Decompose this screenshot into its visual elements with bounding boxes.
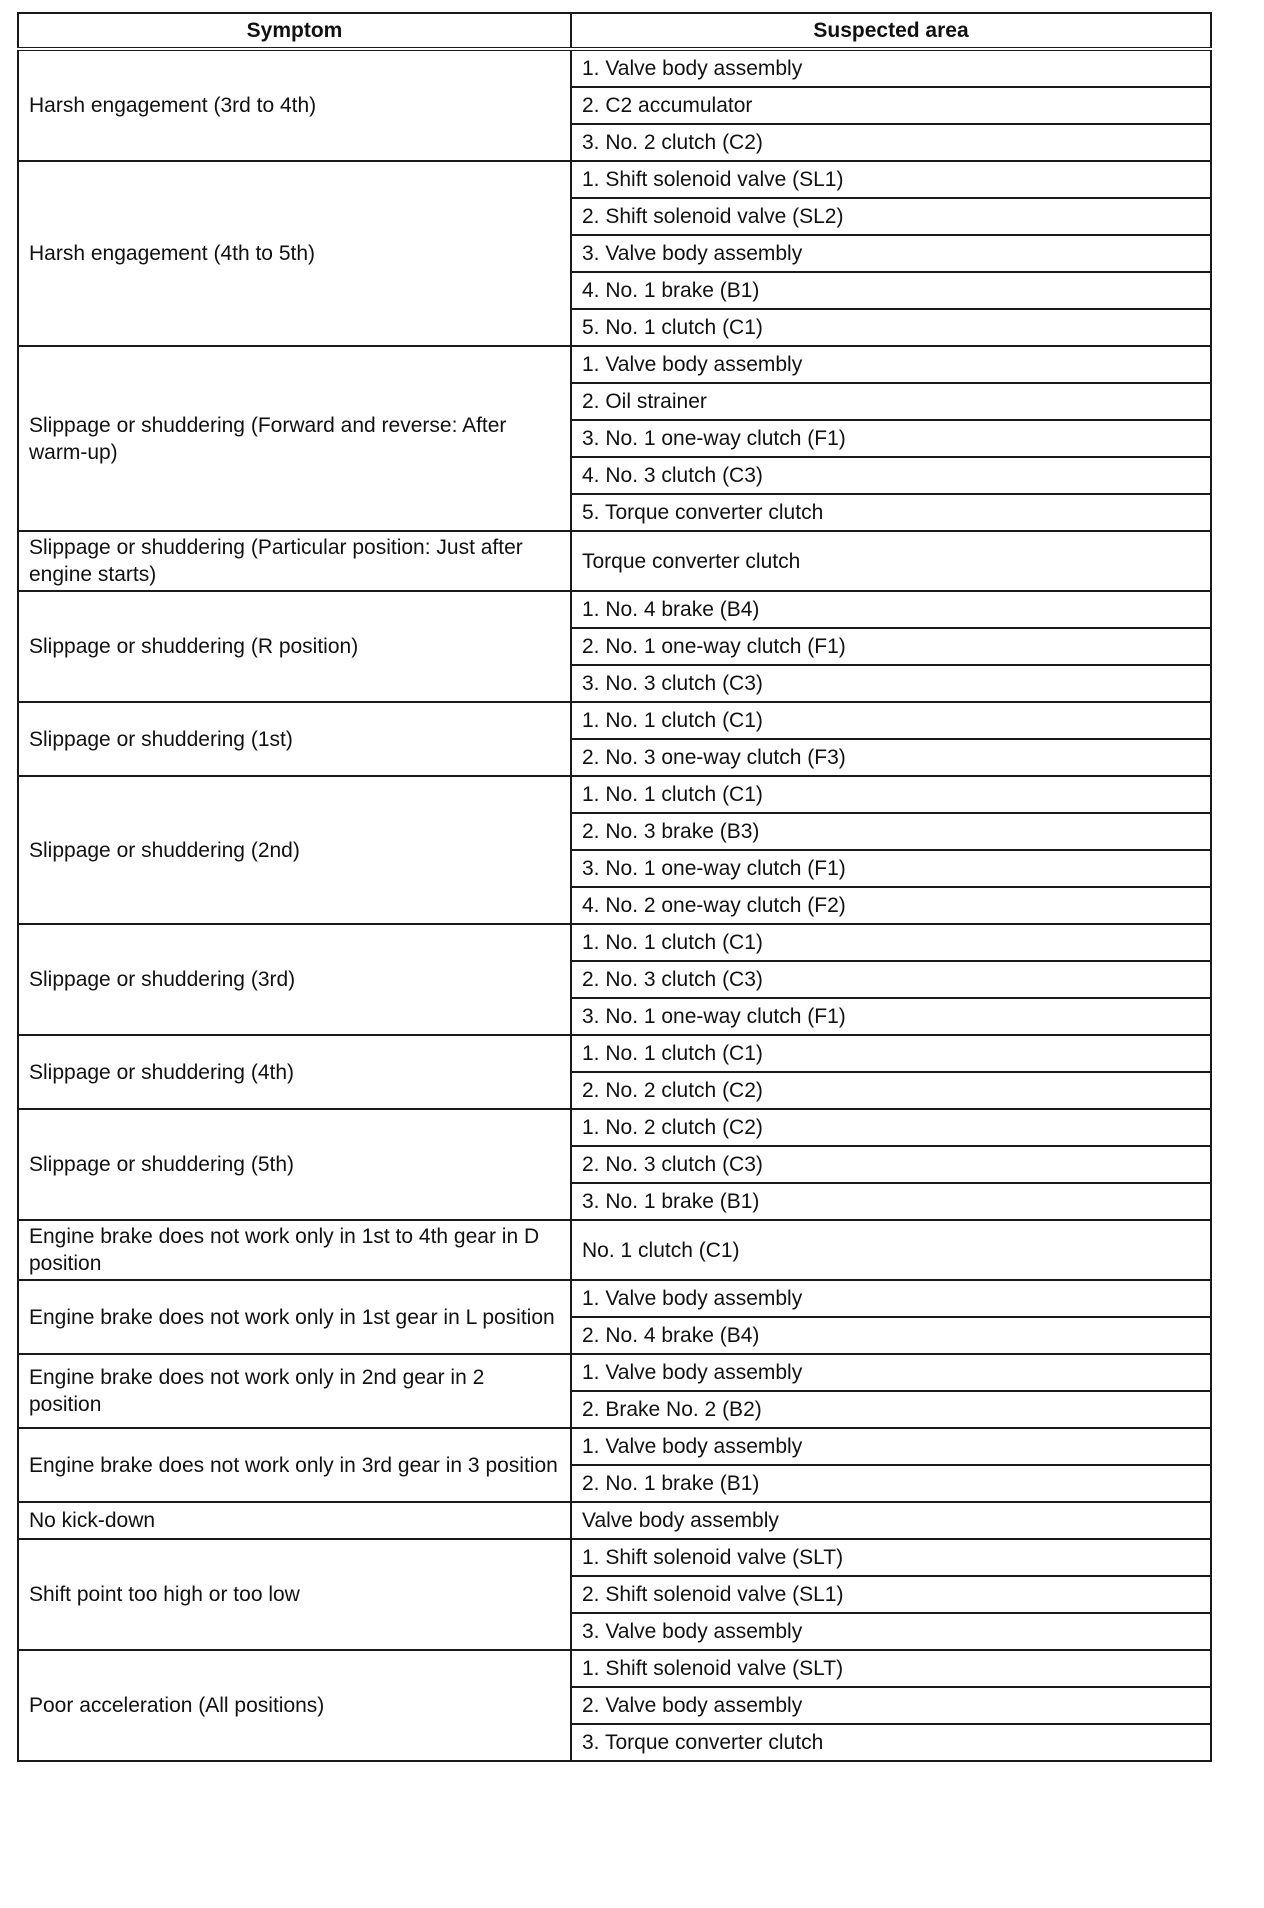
suspected-area-cell: 1. No. 1 clutch (C1) (571, 1035, 1211, 1072)
symptom-cell: Slippage or shuddering (R position) (18, 591, 571, 702)
suspected-area-cell: 1. Valve body assembly (571, 49, 1211, 87)
table-row (18, 1280, 1211, 1317)
suspected-area-cell: 3. No. 1 one-way clutch (F1) (571, 850, 1211, 887)
table-row (18, 776, 1211, 813)
table-row (18, 591, 1211, 628)
suspected-area-cell: 1. No. 1 clutch (C1) (571, 702, 1211, 739)
suspected-area-cell: 2. No. 3 clutch (C3) (571, 961, 1211, 998)
symptom-cell: Engine brake does not work only in 3rd gear in 3 position (18, 1428, 571, 1502)
suspected-area-cell: 2. No. 1 one-way clutch (F1) (571, 628, 1211, 665)
table-row (18, 1502, 1211, 1539)
suspected-area-cell: 3. Valve body assembly (571, 1613, 1211, 1650)
suspected-area-cell: 4. No. 1 brake (B1) (571, 272, 1211, 309)
suspected-area-cell: 1. Valve body assembly (571, 346, 1211, 383)
suspected-area-cell: 3. No. 1 one-way clutch (F1) (571, 998, 1211, 1035)
header-symptom: Symptom (18, 13, 571, 49)
suspected-area-cell: 2. No. 4 brake (B4) (571, 1317, 1211, 1354)
table-row (18, 1539, 1211, 1576)
suspected-area-cell: 3. Torque converter clutch (571, 1724, 1211, 1761)
suspected-area-cell: 2. No. 3 brake (B3) (571, 813, 1211, 850)
suspected-area-cell: 1. Valve body assembly (571, 1280, 1211, 1317)
table-row (18, 924, 1211, 961)
suspected-area-cell: 3. No. 3 clutch (C3) (571, 665, 1211, 702)
suspected-area-cell: 2. Shift solenoid valve (SL1) (571, 1576, 1211, 1613)
suspected-area-cell: 5. Torque converter clutch (571, 494, 1211, 531)
suspected-area-cell: 2. C2 accumulator (571, 87, 1211, 124)
symptom-cell: Poor acceleration (All positions) (18, 1650, 571, 1761)
suspected-area-cell: 1. Valve body assembly (571, 1428, 1211, 1465)
table-row (18, 1428, 1211, 1465)
symptom-cell: Slippage or shuddering (1st) (18, 702, 571, 776)
table-row (18, 531, 1211, 591)
symptom-cell: Slippage or shuddering (Forward and reverse: After warm-up) (18, 346, 571, 531)
header-suspected-area: Suspected area (571, 13, 1211, 49)
suspected-area-cell: 1. Shift solenoid valve (SL1) (571, 161, 1211, 198)
header-row (18, 13, 1211, 49)
suspected-area-cell: Torque converter clutch (571, 531, 1211, 591)
suspected-area-cell: 3. No. 1 brake (B1) (571, 1183, 1211, 1220)
symptom-table (17, 12, 1212, 1762)
suspected-area-cell: 3. No. 1 one-way clutch (F1) (571, 420, 1211, 457)
suspected-area-cell: No. 1 clutch (C1) (571, 1220, 1211, 1280)
suspected-area-cell: 1. Valve body assembly (571, 1354, 1211, 1391)
suspected-area-cell: 2. No. 1 brake (B1) (571, 1465, 1211, 1502)
suspected-area-cell: 4. No. 3 clutch (C3) (571, 457, 1211, 494)
table-row (18, 1109, 1211, 1146)
table-row (18, 161, 1211, 198)
table-row (18, 1220, 1211, 1280)
suspected-area-cell: 3. No. 2 clutch (C2) (571, 124, 1211, 161)
suspected-area-cell: 2. No. 3 one-way clutch (F3) (571, 739, 1211, 776)
suspected-area-cell: 2. Shift solenoid valve (SL2) (571, 198, 1211, 235)
suspected-area-cell: 2. No. 2 clutch (C2) (571, 1072, 1211, 1109)
symptom-cell: No kick-down (18, 1502, 571, 1539)
suspected-area-cell: 1. No. 2 clutch (C2) (571, 1109, 1211, 1146)
suspected-area-cell: 2. Oil strainer (571, 383, 1211, 420)
symptom-cell: Shift point too high or too low (18, 1539, 571, 1650)
suspected-area-cell: 1. No. 1 clutch (C1) (571, 924, 1211, 961)
table-row (18, 1354, 1211, 1391)
table-row (18, 1650, 1211, 1687)
suspected-area-cell: 4. No. 2 one-way clutch (F2) (571, 887, 1211, 924)
suspected-area-cell: 1. No. 4 brake (B4) (571, 591, 1211, 628)
suspected-area-cell: 2. Valve body assembly (571, 1687, 1211, 1724)
table-row (18, 1035, 1211, 1072)
suspected-area-cell: 3. Valve body assembly (571, 235, 1211, 272)
symptom-cell: Slippage or shuddering (4th) (18, 1035, 571, 1109)
suspected-area-cell: 2. No. 3 clutch (C3) (571, 1146, 1211, 1183)
symptom-cell: Slippage or shuddering (5th) (18, 1109, 571, 1220)
suspected-area-cell: 2. Brake No. 2 (B2) (571, 1391, 1211, 1428)
table-row (18, 702, 1211, 739)
symptom-cell: Engine brake does not work only in 2nd gear in 2 position (18, 1354, 571, 1428)
suspected-area-cell: Valve body assembly (571, 1502, 1211, 1539)
suspected-area-cell: 1. Shift solenoid valve (SLT) (571, 1650, 1211, 1687)
symptom-cell: Harsh engagement (3rd to 4th) (18, 49, 571, 161)
table-row (18, 49, 1211, 87)
table-body (18, 49, 1211, 1761)
symptom-cell: Slippage or shuddering (3rd) (18, 924, 571, 1035)
symptom-cell: Harsh engagement (4th to 5th) (18, 161, 571, 346)
suspected-area-cell: 1. No. 1 clutch (C1) (571, 776, 1211, 813)
symptom-cell: Engine brake does not work only in 1st gear in L position (18, 1280, 571, 1354)
symptom-cell: Engine brake does not work only in 1st to 4th gear in D position (18, 1220, 571, 1280)
suspected-area-cell: 1. Shift solenoid valve (SLT) (571, 1539, 1211, 1576)
table-row (18, 346, 1211, 383)
symptom-cell: Slippage or shuddering (Particular position: Just after engine starts) (18, 531, 571, 591)
suspected-area-cell: 5. No. 1 clutch (C1) (571, 309, 1211, 346)
symptom-cell: Slippage or shuddering (2nd) (18, 776, 571, 924)
